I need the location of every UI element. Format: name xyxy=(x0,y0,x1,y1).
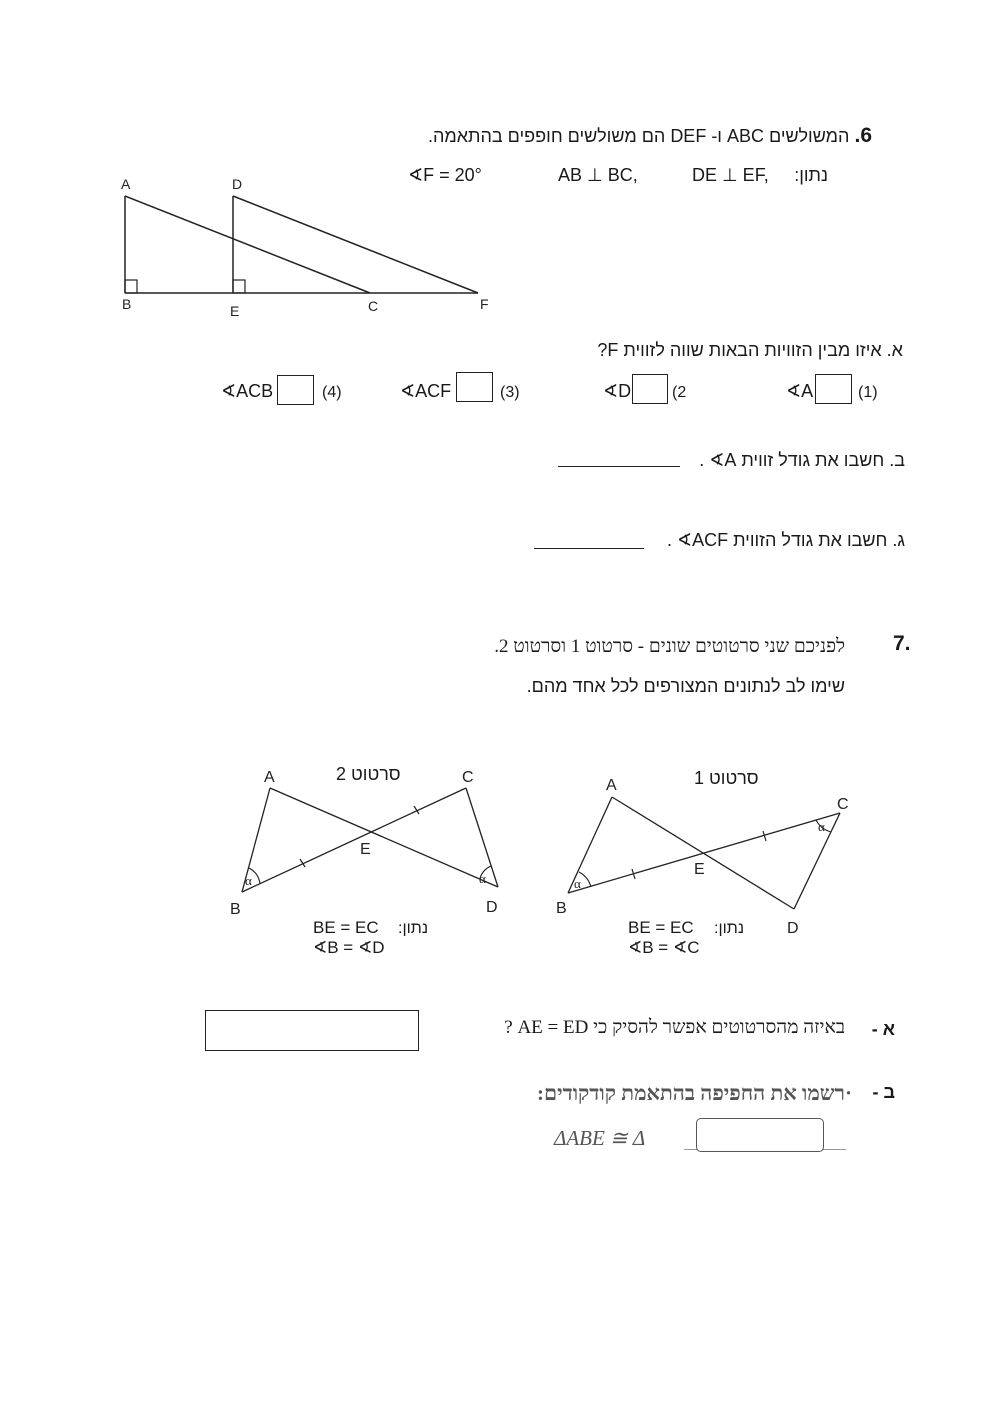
q6-option-3-label: ∢ACF xyxy=(400,381,452,401)
right-angle-E xyxy=(233,280,245,293)
q6-given-3: ∢F = 20° xyxy=(408,165,482,185)
q7-figure-1-given-2: ∢B = ∢C xyxy=(628,938,700,957)
q6-part-a-question: א. איזו מבין הזוויות הבאות שווה לזווית F? xyxy=(597,340,903,360)
q6-given-2: AB ⊥ BC, xyxy=(558,165,638,185)
q7-figure-2-given-1: BE = EC xyxy=(313,918,379,937)
q7-figure-1-given-label: נתון: xyxy=(714,920,745,937)
label-A: A xyxy=(121,176,131,192)
label-F: F xyxy=(480,296,489,312)
segment-BC xyxy=(568,813,840,893)
q7-intro-line-1: לפניכם שני סרטוטים שונים - סרטוט 1 וסרטוט 2. xyxy=(494,636,845,657)
q7-congruence-statement: ΔABE ≅ Δ xyxy=(554,1126,646,1150)
label-C: C xyxy=(368,298,379,314)
q6-option-2-num: (2 xyxy=(672,384,687,401)
q6-title-text: המשולשים ABC ו- DEF הם משולשים חופפים בהתאמה. xyxy=(427,126,850,146)
q7-part-a-answer-box[interactable] xyxy=(205,1010,419,1051)
segment-AD xyxy=(270,788,498,887)
q6-option-4-answer-box[interactable] xyxy=(277,375,314,405)
q7-number: 7. xyxy=(893,632,911,655)
label-B: B xyxy=(556,900,567,917)
q7-figure-2-given-label: נתון: xyxy=(398,920,429,937)
label-D: D xyxy=(232,176,243,192)
q6-option-4-num: (4) xyxy=(322,384,342,401)
q6-option-2-label: ∢D xyxy=(603,381,632,401)
segment-CD xyxy=(794,813,840,909)
label-E: E xyxy=(360,841,371,858)
label-A: A xyxy=(606,777,617,794)
right-angle-B xyxy=(125,280,137,293)
segment-AC xyxy=(125,196,370,293)
q6-option-2-answer-box[interactable] xyxy=(632,374,668,404)
segment-DF xyxy=(233,196,478,293)
label-B: B xyxy=(122,296,132,312)
q7-part-b-instruction: ·רשמו את החפיפה בהתאמת קודקודים: xyxy=(536,1081,852,1105)
q6-option-1-num: (1) xyxy=(858,384,878,401)
q6-option-1-answer-box[interactable] xyxy=(815,374,852,404)
alpha-D: α xyxy=(479,871,486,886)
q6-part-c-question: ג. חשבו את גודל הזווית ACF∢ . xyxy=(666,530,905,550)
q6-triangles-figure xyxy=(110,170,510,330)
label-D: D xyxy=(787,920,799,937)
segment-BC xyxy=(242,788,466,892)
q7-part-a-question: באיזה מהסרטוטים אפשר להסיק כי AE = ED ? xyxy=(504,1017,845,1038)
q7-congruence-answer-box[interactable] xyxy=(696,1118,824,1152)
q6-given-label: נתון: xyxy=(794,165,828,185)
label-D: D xyxy=(486,899,498,916)
label-E: E xyxy=(694,861,705,878)
q7-part-a-label: א - xyxy=(871,1019,895,1039)
label-C: C xyxy=(837,796,849,813)
q6-title xyxy=(428,124,872,148)
q7-part-b-label: ב - xyxy=(872,1082,895,1102)
alpha-C: α xyxy=(818,819,825,834)
q6-given-1: DE ⊥ EF, xyxy=(692,165,769,185)
q6-part-b-answer-line[interactable] xyxy=(558,466,680,467)
q7-figure-2-given-2: ∢B = ∢D xyxy=(313,938,385,957)
alpha-B: α xyxy=(245,873,252,888)
label-A: A xyxy=(264,769,275,786)
q7-figure-2-title: סרטוט 2 xyxy=(336,764,401,784)
q6-option-3-answer-box[interactable] xyxy=(456,372,493,402)
q7-figure-1-given-1: BE = EC xyxy=(628,918,694,937)
q6-option-4-label: ∢ACB xyxy=(221,381,274,401)
alpha-B: α xyxy=(574,876,581,891)
label-B: B xyxy=(230,901,241,918)
q7-figure-1-title: סרטוט 1 xyxy=(694,768,759,788)
q7-intro-line-2: שימו לב לנתונים המצורפים לכל אחד מהם. xyxy=(526,676,845,696)
q7-figure-1 xyxy=(550,760,870,960)
q6-part-b-question: ב. חשבו את גודל זווית A∢ . xyxy=(699,450,905,470)
q6-option-3-num: (3) xyxy=(500,384,520,401)
label-C: C xyxy=(462,769,474,786)
q6-part-c-answer-line[interactable] xyxy=(534,548,644,549)
label-E: E xyxy=(230,303,240,319)
q6-number: 6. xyxy=(854,124,872,147)
q6-option-1-label: ∢A xyxy=(786,381,814,401)
